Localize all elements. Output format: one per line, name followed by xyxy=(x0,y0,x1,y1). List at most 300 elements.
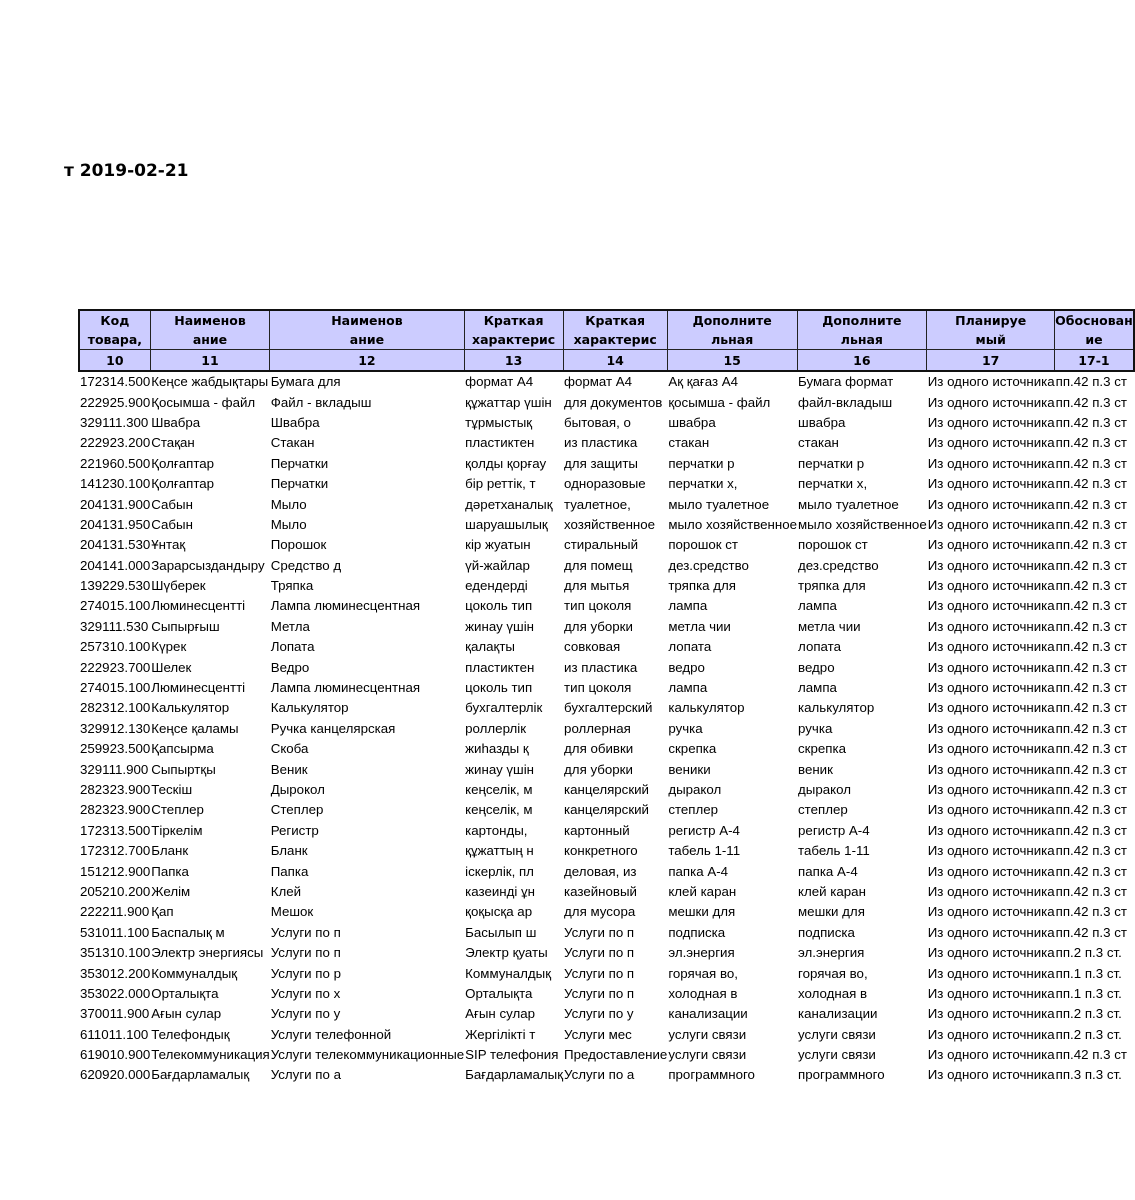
table-cell[interactable]: қолды қорғау xyxy=(465,455,547,471)
table-cell[interactable]: веник xyxy=(798,761,833,777)
table-cell[interactable]: порошок ст xyxy=(668,537,739,553)
table-cell[interactable]: горячая во, xyxy=(798,965,868,981)
table-cell[interactable]: Перчатки xyxy=(270,476,329,492)
table-cell[interactable]: Тескіш xyxy=(151,782,193,797)
table-cell[interactable]: канализации xyxy=(668,1006,748,1022)
table-cell[interactable]: дез.средство xyxy=(798,557,879,573)
table-cell[interactable]: қоқысқа ар xyxy=(465,904,533,920)
table-cell[interactable]: картонный xyxy=(564,822,630,838)
table-cell[interactable]: 151212.900 xyxy=(80,863,151,879)
table-cell[interactable]: 619010.900 xyxy=(80,1047,151,1063)
table-cell[interactable]: Метла xyxy=(270,618,310,634)
table-cell[interactable]: кеңселік, м xyxy=(465,802,533,818)
table-cell[interactable]: пп.42 п.3 ст xyxy=(1055,516,1127,532)
table-cell[interactable]: Сыпырғыш xyxy=(151,618,220,634)
table-cell[interactable]: стакан xyxy=(668,435,710,451)
table-cell[interactable]: 172314.500 xyxy=(80,374,151,390)
table-cell[interactable]: Из одного источника xyxy=(927,496,1055,512)
table-cell[interactable]: пп.42 п.3 ст xyxy=(1055,659,1127,675)
table-cell[interactable]: Лампа люминесцентная xyxy=(270,680,421,696)
table-cell[interactable]: одноразовые xyxy=(564,476,646,492)
table-cell[interactable]: Из одного источника xyxy=(927,537,1055,553)
table-cell[interactable]: Бланк xyxy=(151,843,189,859)
table-cell[interactable]: Калькулятор xyxy=(270,700,349,716)
table-cell[interactable]: Из одного источника xyxy=(927,741,1055,757)
table-cell[interactable]: холодная в xyxy=(668,985,738,1001)
table-cell[interactable]: мешки для xyxy=(668,904,736,920)
table-cell[interactable]: для документов xyxy=(564,394,663,410)
table-cell[interactable]: клей каран xyxy=(668,883,737,899)
table-cell[interactable]: ведро xyxy=(668,659,705,675)
table-cell[interactable]: Услуги по п xyxy=(270,924,341,940)
table-cell[interactable]: пп.42 п.3 ст xyxy=(1055,741,1127,757)
table-cell[interactable]: тряпка для xyxy=(798,578,866,594)
table-cell[interactable]: Коммуналдық xyxy=(465,965,552,981)
table-cell[interactable]: 611011.100 xyxy=(80,1026,149,1042)
table-cell[interactable]: 282323.900 xyxy=(80,782,151,797)
table-cell[interactable]: Электр қуаты xyxy=(465,945,548,961)
table-cell[interactable]: услуги связи xyxy=(668,1047,747,1063)
table-cell[interactable]: пп.42 п.3 ст xyxy=(1055,720,1127,736)
table-cell[interactable]: пп.42 п.3 ст xyxy=(1055,578,1127,594)
table-cell[interactable]: пп.42 п.3 ст xyxy=(1055,782,1127,797)
table-cell[interactable]: для уборки xyxy=(564,761,633,777)
table-cell[interactable]: Бумага формат xyxy=(798,374,894,390)
table-cell[interactable]: Из одного источника xyxy=(927,1006,1055,1022)
table-cell[interactable]: эл.энергия xyxy=(798,945,865,961)
table-cell[interactable]: Шүберек xyxy=(151,578,206,594)
table-cell[interactable]: пп.42 п.3 ст xyxy=(1055,394,1127,410)
table-cell[interactable]: Услуги по у xyxy=(564,1006,634,1022)
table-cell[interactable]: пп.42 п.3 ст xyxy=(1055,761,1127,777)
table-cell[interactable]: 221960.500 xyxy=(80,455,151,471)
column-header[interactable] xyxy=(270,310,464,350)
table-cell[interactable]: табель 1-11 xyxy=(668,843,741,859)
table-cell[interactable]: пп.42 п.3 ст xyxy=(1055,1047,1127,1063)
table-cell[interactable]: для защиты xyxy=(564,455,638,471)
table-cell[interactable]: Зарарсыздандыру xyxy=(151,557,265,573)
table-cell[interactable]: Басылып ш xyxy=(465,924,537,940)
table-cell[interactable]: Из одного источника xyxy=(927,394,1055,410)
table-cell[interactable]: Ручка канцелярская xyxy=(270,720,396,736)
table-cell[interactable]: хозяйственное xyxy=(564,516,656,532)
table-cell[interactable]: дыракол xyxy=(798,782,851,797)
table-cell[interactable]: 204141.000 xyxy=(80,557,151,573)
table-cell[interactable]: 222925.900 xyxy=(80,394,151,410)
table-cell[interactable]: услуги связи xyxy=(798,1047,876,1063)
table-cell[interactable]: Ведро xyxy=(270,659,310,675)
table-cell[interactable]: 259923.500 xyxy=(80,741,151,757)
table-cell[interactable]: Лампа люминесцентная xyxy=(270,598,421,614)
table-cell[interactable]: Сыпыртқы xyxy=(151,761,216,777)
table-cell[interactable]: Тряпка xyxy=(270,578,314,594)
table-cell[interactable]: мыло хозяйственное xyxy=(798,516,927,532)
table-cell[interactable]: Услуги по а xyxy=(564,1067,635,1083)
table-cell[interactable]: лампа xyxy=(798,680,837,696)
table-cell[interactable]: Из одного источника xyxy=(927,578,1055,594)
table-cell[interactable]: Регистр xyxy=(270,822,319,838)
table-cell[interactable]: Тіркелім xyxy=(151,822,203,838)
table-cell[interactable]: Из одного источника xyxy=(927,680,1055,696)
table-cell[interactable]: Желім xyxy=(151,883,191,899)
table-cell[interactable]: конкретного xyxy=(564,843,638,859)
column-header[interactable] xyxy=(667,310,797,350)
table-cell[interactable]: Из одного источника xyxy=(927,945,1055,961)
table-cell[interactable]: шаруашылық xyxy=(465,516,548,532)
table-cell[interactable]: степлер xyxy=(668,802,719,818)
table-cell[interactable]: Файл - вкладыш xyxy=(270,394,372,410)
table-cell[interactable]: Услуги по у xyxy=(270,1006,341,1022)
table-cell[interactable]: Шелек xyxy=(151,659,192,675)
table-cell[interactable]: Из одного источника xyxy=(927,782,1055,797)
table-cell[interactable]: услуги связи xyxy=(668,1026,747,1042)
table-cell[interactable]: Күрек xyxy=(151,639,187,655)
table-cell[interactable]: Папка xyxy=(151,863,189,879)
table-cell[interactable]: пп.42 п.3 ст xyxy=(1055,843,1127,859)
table-cell[interactable]: пп.2 п.3 ст. xyxy=(1055,945,1122,961)
table-cell[interactable]: для уборки xyxy=(564,618,633,634)
table-cell[interactable]: файл-вкладыш xyxy=(798,394,893,410)
table-cell[interactable]: Из одного источника xyxy=(927,659,1055,675)
table-cell[interactable]: Телекоммуникация xyxy=(151,1047,270,1063)
table-cell[interactable]: 282323.900 xyxy=(80,802,151,818)
table-cell[interactable]: ведро xyxy=(798,659,835,675)
table-cell[interactable]: клей каран xyxy=(798,883,866,899)
table-cell[interactable]: Из одного источника xyxy=(927,822,1055,838)
table-cell[interactable]: Из одного источника xyxy=(927,985,1055,1001)
table-cell[interactable]: 329912.130 xyxy=(80,720,151,736)
table-cell[interactable]: Қап xyxy=(151,904,174,920)
table-cell[interactable]: для мытья xyxy=(564,578,630,594)
table-cell[interactable]: пп.42 п.3 ст xyxy=(1055,883,1127,899)
table-cell[interactable]: 531011.100 xyxy=(80,924,150,940)
table-cell[interactable]: тип цоколя xyxy=(564,680,632,696)
table-cell[interactable]: Из одного источника xyxy=(927,802,1055,818)
table-cell[interactable]: Средство д xyxy=(270,557,342,573)
table-cell[interactable]: Услуги по п xyxy=(564,924,635,940)
table-cell[interactable]: Степлер xyxy=(151,802,204,818)
table-cell[interactable]: пп.42 п.3 ст xyxy=(1055,476,1127,492)
table-cell[interactable]: метла чии xyxy=(798,618,861,634)
table-cell[interactable]: Папка xyxy=(270,863,309,879)
table-cell[interactable]: Бағдарламалық xyxy=(465,1067,564,1083)
table-cell[interactable]: подписка xyxy=(798,924,855,940)
table-cell[interactable]: пп.2 п.3 ст. xyxy=(1055,1006,1122,1022)
table-cell[interactable]: Клей xyxy=(270,883,302,899)
table-cell[interactable]: пп.42 п.3 ст xyxy=(1055,496,1127,512)
table-cell[interactable]: пп.42 п.3 ст xyxy=(1055,822,1127,838)
table-cell[interactable]: Из одного источника xyxy=(927,374,1055,390)
table-cell[interactable]: регистр А-4 xyxy=(798,822,870,838)
table-cell[interactable]: қалақты xyxy=(465,639,515,655)
table-cell[interactable]: холодная в xyxy=(798,985,868,1001)
table-cell[interactable]: услуги связи xyxy=(798,1026,876,1042)
table-cell[interactable]: Услуги телефонной xyxy=(270,1026,392,1042)
table-cell[interactable]: Из одного источника xyxy=(927,455,1055,471)
column-header[interactable] xyxy=(79,310,150,350)
table-cell[interactable]: Из одного источника xyxy=(927,1026,1055,1042)
table-cell[interactable]: Услуги по п xyxy=(564,945,635,961)
table-cell[interactable]: 141230.100 xyxy=(80,476,151,492)
table-cell[interactable]: Швабра xyxy=(270,414,320,430)
table-cell[interactable]: Орталықта xyxy=(151,985,219,1001)
table-cell[interactable]: скрепка xyxy=(798,741,846,757)
table-cell[interactable]: веники xyxy=(668,761,711,777)
column-header[interactable] xyxy=(464,310,563,350)
table-cell[interactable]: іскерлік, пл xyxy=(465,863,534,879)
table-cell[interactable]: жинау үшін xyxy=(465,618,535,634)
table-cell[interactable]: бытовая, о xyxy=(564,414,631,430)
table-cell[interactable]: Бумага для xyxy=(270,374,341,390)
table-cell[interactable]: тряпка для xyxy=(668,578,736,594)
table-cell[interactable]: Бағдарламалық xyxy=(151,1067,250,1083)
table-cell[interactable]: 257310.100 xyxy=(80,639,151,655)
table-cell[interactable]: деловая, из xyxy=(564,863,637,879)
table-cell[interactable]: мыло туалетное xyxy=(798,496,899,512)
table-cell[interactable]: едендерді xyxy=(465,578,528,594)
table-cell[interactable]: Мыло xyxy=(270,496,307,512)
table-cell[interactable]: Баспалық м xyxy=(151,924,225,940)
table-cell[interactable]: швабра xyxy=(668,414,716,430)
column-header[interactable] xyxy=(797,310,927,350)
table-cell[interactable]: тип цоколя xyxy=(564,598,632,614)
table-cell[interactable]: Ағын сулар xyxy=(151,1006,222,1022)
table-cell[interactable]: стиральный xyxy=(564,537,639,553)
table-cell[interactable]: пп.42 п.3 ст xyxy=(1055,435,1127,451)
table-cell[interactable]: Из одного источника xyxy=(927,618,1055,634)
table-cell[interactable]: Услуги по п xyxy=(270,945,341,961)
column-header[interactable] xyxy=(150,310,269,350)
table-cell[interactable]: канализации xyxy=(798,1006,878,1022)
table-cell[interactable]: Из одного источника xyxy=(927,1067,1055,1083)
table-cell[interactable]: 620920.000 xyxy=(80,1067,151,1083)
table-cell[interactable]: роллерная xyxy=(564,720,631,736)
table-cell[interactable]: лампа xyxy=(798,598,837,614)
table-cell[interactable]: Из одного источника xyxy=(927,965,1055,981)
table-cell[interactable]: 204131.900 xyxy=(80,496,151,512)
table-cell[interactable]: порошок ст xyxy=(798,537,868,553)
table-cell[interactable]: пп.1 п.3 ст. xyxy=(1055,985,1122,1001)
table-cell[interactable]: Услуги телекоммуникационные xyxy=(270,1047,465,1063)
table-cell[interactable]: Сабын xyxy=(151,516,193,532)
table-cell[interactable]: из пластика xyxy=(564,659,638,675)
table-cell[interactable]: туалетное, xyxy=(564,496,631,512)
table-cell[interactable]: Из одного источника xyxy=(927,700,1055,716)
table-cell[interactable]: перчатки р xyxy=(668,455,735,471)
table-cell[interactable]: кір жуатын xyxy=(465,537,531,553)
table-cell[interactable]: пп.42 п.3 ст xyxy=(1055,802,1127,818)
table-cell[interactable]: Веник xyxy=(270,761,308,777)
table-cell[interactable]: мыло хозяйственное xyxy=(668,516,798,532)
table-cell[interactable]: Жергілікті т xyxy=(465,1026,536,1042)
table-cell[interactable]: казеинді ұн xyxy=(465,883,536,899)
table-cell[interactable]: тұрмыстық xyxy=(465,414,533,430)
table-cell[interactable]: Телефондық xyxy=(151,1026,230,1042)
table-cell[interactable]: 204131.530 xyxy=(80,537,151,553)
table-cell[interactable]: из пластика xyxy=(564,435,638,451)
table-cell[interactable]: Из одного источника xyxy=(927,639,1055,655)
table-cell[interactable]: лопата xyxy=(668,639,712,655)
table-cell[interactable]: 274015.100 xyxy=(80,680,151,696)
table-cell[interactable]: Сабын xyxy=(151,496,193,512)
table-cell[interactable]: мыло туалетное xyxy=(668,496,770,512)
table-cell[interactable]: программного xyxy=(668,1067,755,1083)
table-cell[interactable]: роллерлік xyxy=(465,720,527,736)
table-cell[interactable]: Из одного источника xyxy=(927,414,1055,430)
table-cell[interactable]: Степлер xyxy=(270,802,324,818)
table-cell[interactable]: Из одного источника xyxy=(927,924,1055,940)
table-cell[interactable]: Из одного источника xyxy=(927,883,1055,899)
table-cell[interactable]: Из одного источника xyxy=(927,843,1055,859)
table-cell[interactable]: пп.1 п.3 ст. xyxy=(1055,965,1122,981)
table-cell[interactable]: дез.средство xyxy=(668,557,749,573)
table-cell[interactable]: пп.42 п.3 ст xyxy=(1055,414,1127,430)
table-cell[interactable]: степлер xyxy=(798,802,848,818)
table-cell[interactable]: Из одного источника xyxy=(927,557,1055,573)
table-cell[interactable]: 282312.100 xyxy=(80,700,151,716)
table-cell[interactable]: Мешок xyxy=(270,904,314,920)
table-cell[interactable]: үй-жайлар xyxy=(465,557,530,573)
table-cell[interactable]: пп.42 п.3 ст xyxy=(1055,537,1127,553)
table-cell[interactable]: программного xyxy=(798,1067,885,1083)
table-cell[interactable]: Швабра xyxy=(151,414,201,430)
table-cell[interactable]: бухгалтерлік xyxy=(465,700,543,716)
table-cell[interactable]: Порошок xyxy=(270,537,327,553)
table-cell[interactable]: перчатки х, xyxy=(798,476,868,492)
table-cell[interactable]: швабра xyxy=(798,414,846,430)
table-cell[interactable]: Орталықта xyxy=(465,985,533,1001)
table-cell[interactable]: лампа xyxy=(668,598,708,614)
table-cell[interactable]: қосымша - файл xyxy=(668,394,771,410)
table-cell[interactable]: Люминесцентті xyxy=(151,598,246,614)
table-cell[interactable]: дәретханалық xyxy=(465,496,553,512)
table-cell[interactable]: Стакан xyxy=(270,435,315,451)
table-cell[interactable]: Қолғаптар xyxy=(151,455,215,471)
table-cell[interactable]: кеңселік, м xyxy=(465,782,533,797)
table-cell[interactable]: Из одного источника xyxy=(927,1047,1055,1063)
table-cell[interactable]: пп.42 п.3 ст xyxy=(1055,680,1127,696)
column-header[interactable] xyxy=(927,310,1055,350)
table-cell[interactable]: ручка xyxy=(798,720,833,736)
table-cell[interactable]: құжаттар үшін xyxy=(465,394,552,410)
table-cell[interactable]: Из одного источника xyxy=(927,598,1055,614)
table-cell[interactable]: Из одного источника xyxy=(927,720,1055,736)
table-cell[interactable]: Коммуналдық xyxy=(151,965,238,981)
table-cell[interactable]: 370011.900 xyxy=(80,1006,150,1022)
table-cell[interactable]: перчатки р xyxy=(798,455,865,471)
table-cell[interactable]: пп.42 п.3 ст xyxy=(1055,924,1127,940)
table-cell[interactable]: скрепка xyxy=(668,741,717,757)
table-cell[interactable]: пластиктен xyxy=(465,435,535,451)
table-cell[interactable]: Қолғаптар xyxy=(151,476,215,492)
table-cell[interactable]: бухгалтерский xyxy=(564,700,653,716)
table-cell[interactable]: Лопата xyxy=(270,639,315,655)
table-cell[interactable]: калькулятор xyxy=(668,700,745,716)
table-cell[interactable]: пп.2 п.3 ст. xyxy=(1055,1026,1122,1042)
table-cell[interactable]: регистр А-4 xyxy=(668,822,740,838)
table-cell[interactable]: 222923.700 xyxy=(80,659,151,675)
table-cell[interactable]: Услуги по а xyxy=(270,1067,341,1083)
table-cell[interactable]: горячая во, xyxy=(668,965,738,981)
table-cell[interactable]: 205210.200 xyxy=(80,883,151,899)
column-header[interactable] xyxy=(563,310,667,350)
table-cell[interactable]: совковая xyxy=(564,639,621,655)
table-cell[interactable]: пп.42 п.3 ст xyxy=(1055,455,1127,471)
table-cell[interactable]: Қосымша - файл xyxy=(151,394,256,410)
table-cell[interactable]: ручка xyxy=(668,720,703,736)
table-cell[interactable]: канцелярский xyxy=(564,802,649,818)
table-cell[interactable]: Мыло xyxy=(270,516,307,532)
table-cell[interactable]: для помещ xyxy=(564,557,633,573)
table-cell[interactable]: Кеңсе жабдықтары xyxy=(151,374,269,390)
table-cell[interactable]: пп.42 п.3 ст xyxy=(1055,618,1127,634)
table-cell[interactable]: Из одного источника xyxy=(927,761,1055,777)
table-cell[interactable]: пластиктен xyxy=(465,659,535,675)
table-cell[interactable]: құжаттың н xyxy=(465,843,534,859)
table-cell[interactable]: Услуги по р xyxy=(270,965,341,981)
column-header[interactable] xyxy=(1055,310,1134,350)
table-cell[interactable]: Қапсырма xyxy=(151,741,214,757)
table-cell[interactable]: дыракол xyxy=(668,782,722,797)
table-cell[interactable]: 351310.100 xyxy=(80,945,151,961)
table-cell[interactable]: папка А-4 xyxy=(798,863,858,879)
table-cell[interactable]: калькулятор xyxy=(798,700,875,716)
table-cell[interactable]: канцелярский xyxy=(564,782,649,797)
table-cell[interactable]: пп.42 п.3 ст xyxy=(1055,557,1127,573)
table-cell[interactable]: Из одного источника xyxy=(927,904,1055,920)
table-cell[interactable]: пп.42 п.3 ст xyxy=(1055,374,1127,390)
table-cell[interactable]: Кеңсе қаламы xyxy=(151,720,239,736)
table-cell[interactable]: табель 1-11 xyxy=(798,843,870,859)
table-cell[interactable]: пп.3 п.3 ст. xyxy=(1055,1067,1122,1083)
table-cell[interactable]: 329111.900 xyxy=(80,761,149,777)
table-cell[interactable]: Бланк xyxy=(270,843,308,859)
table-cell[interactable]: лопата xyxy=(798,639,841,655)
table-cell[interactable]: пп.42 п.3 ст xyxy=(1055,639,1127,655)
table-cell[interactable]: папка А-4 xyxy=(668,863,729,879)
table-cell[interactable]: Стақан xyxy=(151,435,195,451)
table-cell[interactable]: пп.42 п.3 ст xyxy=(1055,700,1127,716)
table-cell[interactable]: Калькулятор xyxy=(151,700,230,716)
table-cell[interactable]: для обивки xyxy=(564,741,634,757)
table-cell[interactable]: 222211.900 xyxy=(80,904,150,920)
table-cell[interactable]: мешки для xyxy=(798,904,865,920)
table-cell[interactable]: 139229.530 xyxy=(80,578,151,594)
table-cell[interactable]: 353012.200 xyxy=(80,965,151,981)
table-cell[interactable]: Услуги по п xyxy=(564,965,635,981)
table-cell[interactable]: Из одного источника xyxy=(927,516,1055,532)
table-cell[interactable]: жиһазды қ xyxy=(465,741,529,757)
table-cell[interactable]: подписка xyxy=(668,924,726,940)
table-cell[interactable]: Ақ қағаз А4 xyxy=(668,374,739,390)
table-cell[interactable]: Скоба xyxy=(270,741,309,757)
table-cell[interactable]: Люминесцентті xyxy=(151,680,246,696)
table-cell[interactable]: эл.энергия xyxy=(668,945,735,961)
table-cell[interactable]: цоколь тип xyxy=(465,680,533,696)
table-cell[interactable]: жинау үшін xyxy=(465,761,535,777)
table-cell[interactable]: лампа xyxy=(668,680,708,696)
table-cell[interactable]: 329111.300 xyxy=(80,414,149,430)
table-cell[interactable]: Предоставление xyxy=(564,1047,668,1063)
table-cell[interactable]: 329111.530 xyxy=(80,618,149,634)
table-cell[interactable]: Из одного источника xyxy=(927,863,1055,879)
table-cell[interactable]: 172312.700 xyxy=(80,843,151,859)
table-cell[interactable]: цоколь тип xyxy=(465,598,533,614)
table-cell[interactable]: Услуги мес xyxy=(564,1026,632,1042)
table-cell[interactable]: для мусора xyxy=(564,904,636,920)
table-cell[interactable]: 172313.500 xyxy=(80,822,151,838)
table-cell[interactable]: метла чии xyxy=(668,618,731,634)
